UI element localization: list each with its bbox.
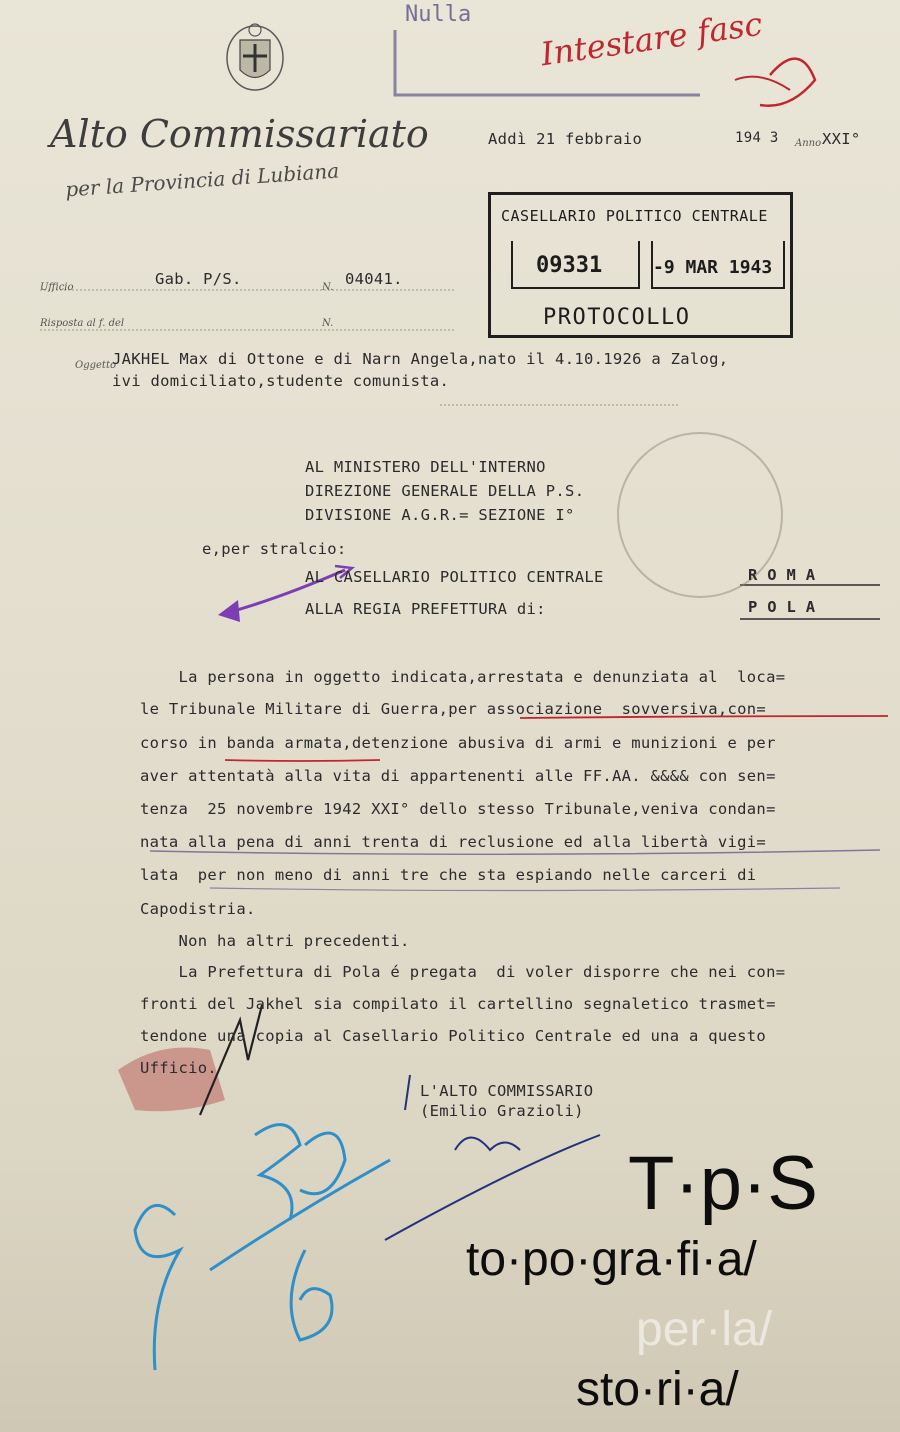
risposta-label: Risposta al f. del <box>40 318 125 329</box>
watermark-line-3: per·la/ <box>636 1303 773 1356</box>
subject-line-1: JAKHEL Max di Ottone e di Narn Angela,nato il 4.10.1926 a Zalog, <box>112 350 729 368</box>
protocol-footer: PROTOCOLLO <box>543 305 691 330</box>
watermark-logo: T·p·S <box>628 1141 818 1226</box>
body-line-3: corso in banda armata,detenzione abusiva di armi e munizioni e per <box>140 734 776 752</box>
protocol-number: 09331 <box>536 253 603 278</box>
body-line-7: lata per non meno di anni tre che sta espiando nelle carceri di <box>140 866 757 884</box>
addressee-line-2: DIREZIONE GENERALE DELLA P.S. <box>305 482 585 500</box>
signature-title: L'ALTO COMMISSARIO <box>420 1082 594 1100</box>
signature-scribble <box>455 1138 520 1151</box>
secondary-addressee-2: ALLA REGIA PREFETTURA di: <box>305 600 546 618</box>
top-stamp-text: Nulla <box>405 2 472 27</box>
letterhead-subtitle: per la Provincia di Lubiana <box>64 158 340 202</box>
addressee-line-1: AL MINISTERO DELL'INTERNO <box>305 458 546 476</box>
signature-name: (Emilio Grazioli) <box>420 1102 584 1120</box>
blue-pencil-notes <box>135 1125 390 1370</box>
numero-value: 04041. <box>345 270 403 288</box>
coat-of-arms-icon <box>227 24 283 90</box>
numero-label: N. <box>322 282 334 293</box>
watermark-line-4: sto·ri·a/ <box>576 1363 739 1416</box>
protocol-date: -9 MAR 1943 <box>653 257 773 278</box>
letterhead-title: Alto Commissariato <box>50 112 429 156</box>
date-text: Addì 21 febbraio <box>488 130 643 148</box>
anno-label: Anno <box>795 138 822 149</box>
oggetto-label: Oggetto <box>75 360 116 371</box>
body-line-13: Ufficio. <box>140 1059 218 1077</box>
subject-line-2: ivi domiciliato,studente comunista. <box>112 372 450 390</box>
signature-tick <box>405 1075 410 1110</box>
secondary-city-2: P O L A <box>748 598 816 616</box>
body-line-9: Non ha altri precedenti. <box>140 932 410 950</box>
addressee-line-3: DIVISIONE A.G.R.= SEZIONE I° <box>305 506 575 524</box>
body-line-6: nata alla pena di anni trenta di reclusione ed alla libertà vigi= <box>140 833 767 851</box>
per-stralcio: e,per stralcio: <box>202 540 347 558</box>
body-line-10: La Prefettura di Pola é pregata di voler disporre che nei con= <box>140 963 786 981</box>
secondary-city-1: R O M A <box>748 566 816 584</box>
handwritten-note: Intestare fasc <box>538 4 765 74</box>
red-stamp-fragment <box>118 1048 225 1112</box>
date-year: 194 3 <box>735 130 779 146</box>
protocol-stamp <box>488 192 793 338</box>
pencil-underline-2 <box>210 888 840 891</box>
body-line-1: La persona in oggetto indicata,arrestata e denunziata al loca= <box>140 668 786 686</box>
ufficio-value: Gab. P/S. <box>155 270 242 288</box>
body-line-4: aver attentatà alla vita di appartenenti alle FF.AA. &&&& con sen= <box>140 767 776 785</box>
risposta-numero-label: N. <box>322 318 334 329</box>
watermark-line-2: to·po·gra·fi·a/ <box>466 1233 757 1286</box>
body-line-2: le Tribunale Militare di Guerra,per associazione sovversiva,con= <box>140 700 767 718</box>
red-initials <box>760 59 815 106</box>
ufficio-label: Ufficio <box>40 282 74 293</box>
secondary-addressee-1: AL CASELLARIO POLITICO CENTRALE <box>305 568 604 586</box>
body-line-5: tenza 25 novembre 1942 XXI° dello stesso Tribunale,veniva condan= <box>140 800 776 818</box>
body-line-8: Capodistria. <box>140 900 256 918</box>
date-era: XXI° <box>822 130 861 148</box>
signature-stroke <box>385 1135 600 1240</box>
protocol-header: CASELLARIO POLITICO CENTRALE <box>501 207 768 225</box>
red-underline-2 <box>225 760 380 761</box>
red-flourish <box>735 77 790 90</box>
body-line-11: fronti del Jakhel sia compilato il cartellino segnaletico trasmet= <box>140 995 776 1013</box>
body-line-12: tendone una copia al Casellario Politico Centrale ed una a questo <box>140 1027 767 1045</box>
